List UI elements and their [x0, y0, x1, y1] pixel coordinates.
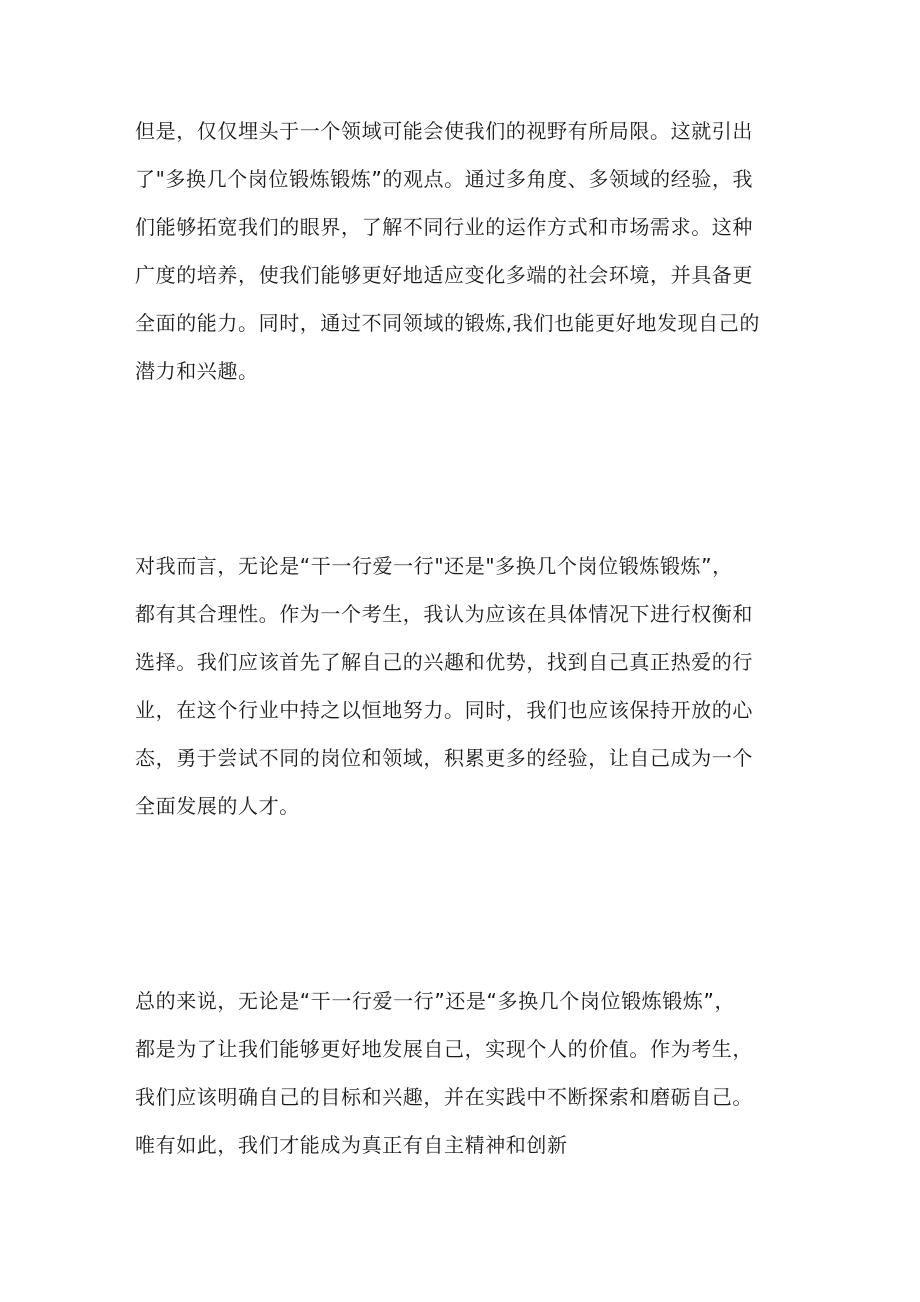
paragraph-line: 都有其合理性。作为一个考生，我认为应该在具体情况下进行权衡和 — [135, 602, 753, 626]
paragraph-line: 全面发展的人才。 — [135, 794, 300, 818]
paragraph-line: 全面的能力。同时，通过不同领域的锻炼,我们也能更好地发现自己的 — [135, 311, 760, 335]
paragraph-line: 了"多换几个岗位锻炼锻炼”的观点。通过多角度、多领域的经验，我 — [135, 167, 754, 191]
paragraph-line: 态，勇于尝试不同的岗位和领域，积累更多的经验，让自己成为一个 — [135, 746, 753, 770]
paragraph-line: 潜力和兴趣。 — [135, 359, 259, 383]
paragraph-2 — [135, 542, 805, 830]
paragraph-line: 广度的培养，使我们能够更好地适应变化多端的社会环境，并具备更 — [135, 263, 753, 287]
paragraph-line: 业，在这个行业中持之以恒地努力。同时，我们也应该保持开放的心 — [135, 698, 753, 722]
paragraph-1 — [135, 107, 805, 395]
paragraph-line: 们能够拓宽我们的眼界，了解不同行业的运作方式和市场需求。这种 — [135, 215, 753, 239]
paragraph-line: 选择。我们应该首先了解自己的兴趣和优势，找到自己真正热爱的行 — [135, 650, 753, 674]
paragraph-line: 总的来说，无论是“干一行爱一行”还是“多换几个岗位锻炼锻炼”， — [135, 989, 736, 1013]
paragraph-line: 唯有如此，我们才能成为真正有自主精神和创新 — [135, 1133, 568, 1157]
paragraph-line: 但是，仅仅埋头于一个领域可能会使我们的视野有所局限。这就引出 — [135, 119, 753, 143]
paragraph-line: 都是为了让我们能够更好地发展自己，实现个人的价值。作为考生， — [135, 1037, 753, 1061]
paragraph-line: 对我而言，无论是“干一行爱一行"还是"多换几个岗位锻炼锻炼”， — [135, 554, 733, 578]
paragraph-3 — [135, 977, 805, 1169]
paragraph-line: 我们应该明确自己的目标和兴趣，并在实践中不断探索和磨砺自己。 — [135, 1085, 753, 1109]
